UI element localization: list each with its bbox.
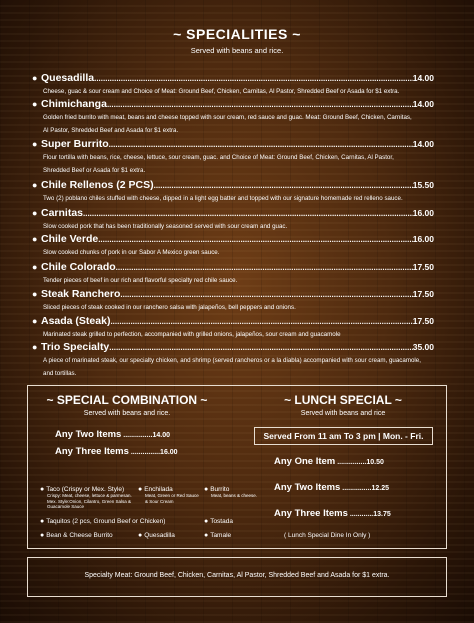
bullet-icon: ●	[204, 532, 211, 539]
item-description: Flour tortilla with beans, rice, cheese, lettuce, sour cream, guac. and Choice of Meat: Ground Beef, Chicken, Carnitas, Al Pastor,	[43, 154, 394, 161]
bullet-icon: ●	[32, 342, 38, 352]
lunch-price: 13.75	[373, 511, 391, 518]
menu-item-asada: ● Asada (Steak) ..... 17.50 Marinated steak grilled to perfection, accompanied with grilled onions, jalapeños, sour cream and guacamole	[32, 315, 434, 341]
bullet-icon: ●	[32, 289, 38, 299]
specialities-title: ~ SPECIALITIES ~	[173, 26, 301, 42]
specialty-meat-note: Specialty Meat: Ground Beef, Chicken, Carnitas, Al Pastor, Shredded Beef and Asada for $1 extra.	[84, 572, 390, 579]
menu-item-chimichanga: ● Chimichanga ..... 14.00 Golden fried burrito with meat, beans and cheese topped with sour cream, red sauce and guac. Meat: Ground Beef, Chicken, Carnitas, Al Pastor, Shredded Beef and Asada for $1 extra.	[32, 98, 434, 137]
item-description: A piece of marinated steak, our specialty chicken, and shrimp (served rancheros or a la diabla) accompanied with sour cream, guacamole,	[43, 357, 421, 364]
menu-item-chile-verde: ● Chile Verde ..... 16.00 Slow cooked chunks of pork in our Sabor A Mexico green sauce.	[32, 233, 434, 259]
menu-item-carnitas: ● Carnitas ..... 16.00 Slow cooked pork that has been traditionally seasoned served with sour cream and guac.	[32, 207, 434, 233]
item-description: Marinated steak grilled to perfection, accompanied with grilled onions, jalapeños, sour cream and guacamole	[43, 331, 341, 338]
lunch-title: ~ LUNCH SPECIAL ~	[284, 393, 402, 407]
menu-item-chile-colorado: ● Chile Colorado ..... 17.50 Tender pieces of beef in our rich and flavorful specialty red chile sauce.	[32, 261, 434, 287]
bullet-icon: ●	[32, 234, 38, 244]
menu-item-super-burrito: ● Super Burrito ..... 14.00 Flour tortilla with beans, rice, cheese, lettuce, sour cream, guac. and Choice of Meat: Ground Beef, Chicken, Carnitas, Al Pastor, Shredded Beef or Asada for $1 extra.	[32, 138, 434, 177]
combo-choice-quesadilla: ● Quesadilla	[138, 532, 175, 539]
lunch-any-three: Any Three Items ............13.75	[274, 508, 391, 519]
menu-item-trio-specialty: ● Trio Specialty ..... 35.00 A piece of marinated steak, our specialty chicken, and shrimp (served rancheros or a la diabla) accompanied with sour cream, guacamole, and tortillas.	[32, 341, 434, 380]
bullet-icon: ●	[138, 532, 145, 539]
item-description: Two (2) poblano chiles stuffed with cheese, dipped in a light egg batter and topped with our signature homemade red relleno sauce.	[43, 195, 403, 202]
bullet-icon: ●	[32, 208, 38, 218]
item-price: 17.50	[412, 316, 434, 326]
item-price: 14.00	[412, 139, 434, 149]
bullet-icon: ●	[138, 486, 145, 493]
combo-price: 16.00	[160, 449, 178, 456]
item-price: 14.00	[412, 99, 434, 109]
item-description: Slow cooked pork that has been traditionally seasoned served with sour cream and guac.	[43, 223, 288, 230]
lunch-price: 10.50	[366, 459, 384, 466]
menu-item-chile-rellenos: ● Chile Rellenos (2 PCS) ..... 15.50 Two (2) poblano chiles stuffed with cheese, dipped in a light egg batter and topped with our signature homemade red relleno sauce.	[32, 179, 434, 205]
bullet-icon: ●	[32, 262, 38, 272]
combo-any-two: Any Two Items ...............14.00	[55, 429, 170, 440]
lunch-hours: Served From 11 am To 3 pm | Mon. - Fri.	[254, 427, 433, 445]
item-description: Golden fried burrito with meat, beans and cheese topped with sour cream, red sauce and guac. Meat: Ground Beef, Chicken, Carnitas,	[43, 114, 412, 121]
combination-subtitle: Served with beans and rice.	[83, 410, 171, 417]
combo-choice-tamale: ● Tamale	[204, 532, 232, 539]
bullet-icon: ●	[204, 486, 211, 493]
item-price: 15.50	[412, 180, 434, 190]
item-description: and tortillas.	[43, 370, 77, 377]
item-description: Cheese, guac & sour cream and Choice of Meat: Ground Beef, Chicken, Carnitas, Al Pastor, Shredded Beef or Asada for $1 extra.	[43, 88, 400, 95]
lunch-any-one: Any One Item ...............10.50	[274, 456, 384, 467]
combo-choice-bean-cheese-burrito: ● Bean & Cheese Burrito	[40, 532, 113, 539]
lunch-note: ( Lunch Special Dine In Only )	[284, 532, 371, 539]
menu-item-quesadilla: ● Quesadilla ..... 14.00 Cheese, guac & sour cream and Choice of Meat: Ground Beef, Chicken, Carnitas, Al Pastor, Shredded Beef or Asada for $1 extra.	[32, 72, 434, 98]
item-price: 17.50	[412, 262, 434, 272]
item-price: 16.00	[412, 208, 434, 218]
bullet-icon: ●	[32, 99, 38, 109]
item-price: 17.50	[412, 289, 434, 299]
combo-choice-tostada: ● Tostada	[204, 518, 233, 525]
combo-choice-taquitos: ● Taquitos (2 pcs, Ground Beef or Chicken)	[40, 518, 166, 525]
specialities-subtitle: Served with beans and rice.	[190, 46, 284, 55]
item-description: Sliced pieces of steak cooked in our ranchero salsa with jalapeños, bell peppers and onions.	[43, 304, 296, 311]
item-price: 16.00	[412, 234, 434, 244]
bullet-icon: ●	[40, 532, 47, 539]
combo-any-three: Any Three Items ...............16.00	[55, 446, 178, 457]
combo-choice-taco: ● Taco (Crispy or Mex. Style) Crispy: Meat, cheese, lettuce & parmesan. Mex. Style:Onion, Cilantro, Green Salsa & Guacamole Sauce	[40, 486, 132, 509]
bullet-icon: ●	[32, 180, 38, 190]
combination-title: ~ SPECIAL COMBINATION ~	[46, 393, 208, 407]
bullet-icon: ●	[32, 316, 38, 326]
bullet-icon: ●	[32, 139, 38, 149]
item-description: Al Pastor, Shredded Beef and Asada for $1 extra.	[43, 127, 179, 134]
bullet-icon: ●	[40, 486, 47, 493]
combo-choice-enchilada: ● Enchilada Meat, Green or Red Sauce & Sour Cream	[138, 486, 199, 504]
menu-item-steak-ranchero: ● Steak Ranchero ..... 17.50 Sliced pieces of steak cooked in our ranchero salsa with jalapeños, bell peppers and onions.	[32, 288, 434, 314]
bullet-icon: ●	[204, 518, 211, 525]
lunch-any-two: Any Two Items ...............12.25	[274, 482, 389, 493]
item-description: Shredded Beef or Asada for $1 extra.	[43, 167, 146, 174]
item-price: 14.00	[412, 73, 434, 83]
bullet-icon: ●	[40, 518, 47, 525]
combo-price: 14.00	[152, 432, 170, 439]
lunch-price: 12.25	[371, 485, 389, 492]
item-description: Tender pieces of beef in our rich and flavorful specialty red chile sauce.	[43, 277, 238, 284]
bullet-icon: ●	[32, 73, 38, 83]
lunch-subtitle: Served with beans and rice	[300, 410, 386, 417]
item-description: Slow cooked chunks of pork in our Sabor A Mexico green sauce.	[43, 249, 220, 256]
item-price: 35.00	[412, 342, 434, 352]
combo-choice-burrito: ● Burrito Meat, beans & cheese.	[204, 486, 258, 498]
